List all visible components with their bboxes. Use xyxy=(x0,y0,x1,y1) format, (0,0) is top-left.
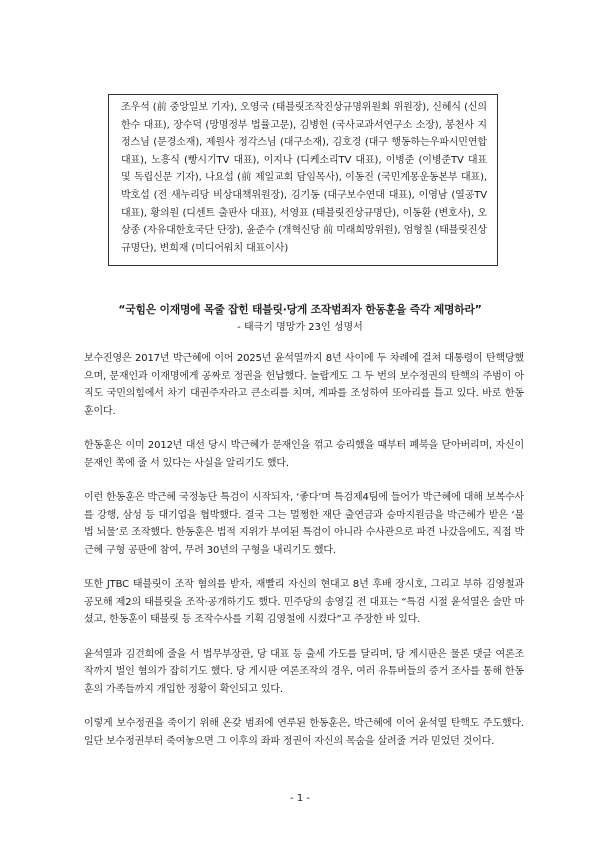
page-number: - 1 - xyxy=(290,793,310,804)
body-paragraph: 이렇게 보수정권을 죽이기 위해 온갖 범죄에 연루된 한동훈은, 박근혜에 이어 윤석열 탄핵도 주도했다. 일단 보수정권부터 죽여놓으면 그 이후의 좌파 정권이 자신의 목숨을 살려줄 거라 믿었던 것이다. xyxy=(84,718,524,747)
body-paragraph: 윤석열과 김건희에 줄을 서 법무부장관, 당 대표 등 출세 가도를 달리며, 당 게시판은 물론 댓글 여론조작까지 벌인 혐의가 잡히기도 했다. 당 게시판 여론조작의 경우, 여러 유튜버들의 증거 조사를 통해 한동훈의 가족들까지 개입한 정황이 확인되고 있다. xyxy=(84,648,524,695)
body-paragraph: 이런 한동훈은 박근혜 국정농단 특검이 시작되자, ‘좋다’며 특검제4팀에 들어가 박근혜에 대해 보복수사를 강행, 삼성 등 대기업을 협박했다. 결국 그는 멀쩡한 재단 출연금과 승마지원금을 박근혜가 받은 ‘불법 뇌물’로 조작했다. 한동훈은 법적 지위가 부여된 특검이 아니라 수사관으로 파견 나갔음에도, 직접 박근혜 구형 공판에 참여, 무려 30년의 구형을 내리기도 했다. xyxy=(84,492,524,556)
body-paragraph: 한동훈은 이미 2012년 대선 당시 박근혜가 문재인을 꺾고 승리했을 때부터 폐북을 닫아버리며, 자신이 문재인 쪽에 줄 서 있다는 사실을 알리기도 했다. xyxy=(84,440,524,469)
body-paragraph: 또한 JTBC 태블릿이 조작 혐의를 받자, 재빨리 자신의 현대고 8년 후배 장시호, 그리고 부하 김영철과 공모해 제2의 태블릿을 조작·공개하기도 했다. 민주당의 송영길 전 대표는 “특검 시절 윤석열은 술만 마셨고, 한동훈이 태블릿 등 조작수사를 기획 김영철에 시켰다”고 주장한 바 있다. xyxy=(84,579,524,625)
signers-list: 조우석 (前 중앙일보 기자), 오영국 (태블릿조작진상규명위원회 위원장), 신혜식 (신의한수 대표), 장수덕 (망명정부 법률고문), 김병헌 (국사교과서연구소 소장), 봉천사 지정스님 (문경소재), 제원사 정각스님 (대구소재), 김호경 (대구 행동하는우파시민연합 대표), 노흥식 (빵시기TV 대표), 이지나 (디케소리TV 대표), 이병준 (이병준TV 대표 및 독립신문 기자), 나요섭 (前 제일교회 담임목사), 이동진 (국민계몽운동본부 대표), 박호섭 (전 새누리당 비상대책위원장), 김기동 (대구보수연대 대표), 이영남 (열공TV 대표), 황의원 (디센트 출판사 대표), 서영표 (태블릿진상규명단), 이동환 (변호사), 오상종 (자유대한호국단 단장), 윤준수 (개혁신당 前 미래희망위원), 엄형칠 (태블릿진상규명단), 변희재 (미디어워치 대표이사) xyxy=(121,102,487,254)
statement-subtitle: - 태극기 명망가 23인 성명서 xyxy=(237,322,363,333)
statement-headline: “국힘은 이재명에 목줄 잡힌 태블릿·당게 조작범죄자 한동훈을 즉각 제명하라” xyxy=(118,303,482,316)
signers-box xyxy=(108,94,498,266)
statement-body xyxy=(84,350,524,767)
body-paragraph: 보수진영은 2017년 박근혜에 이어 2025년 윤석열까지 8년 사이에 두 차례에 걸쳐 대통령이 탄핵당했으며, 문재인과 이재명에게 공짜로 정권을 헌납했다. 놀랍게도 그 두 번의 보수정권의 탄핵의 주범이 아직도 국민의힘에서 차기 대권주자라고 큰소리를 치며, 계파를 조성하여 또아리를 틀고 있다. 바로 한동훈이다. xyxy=(84,353,524,417)
